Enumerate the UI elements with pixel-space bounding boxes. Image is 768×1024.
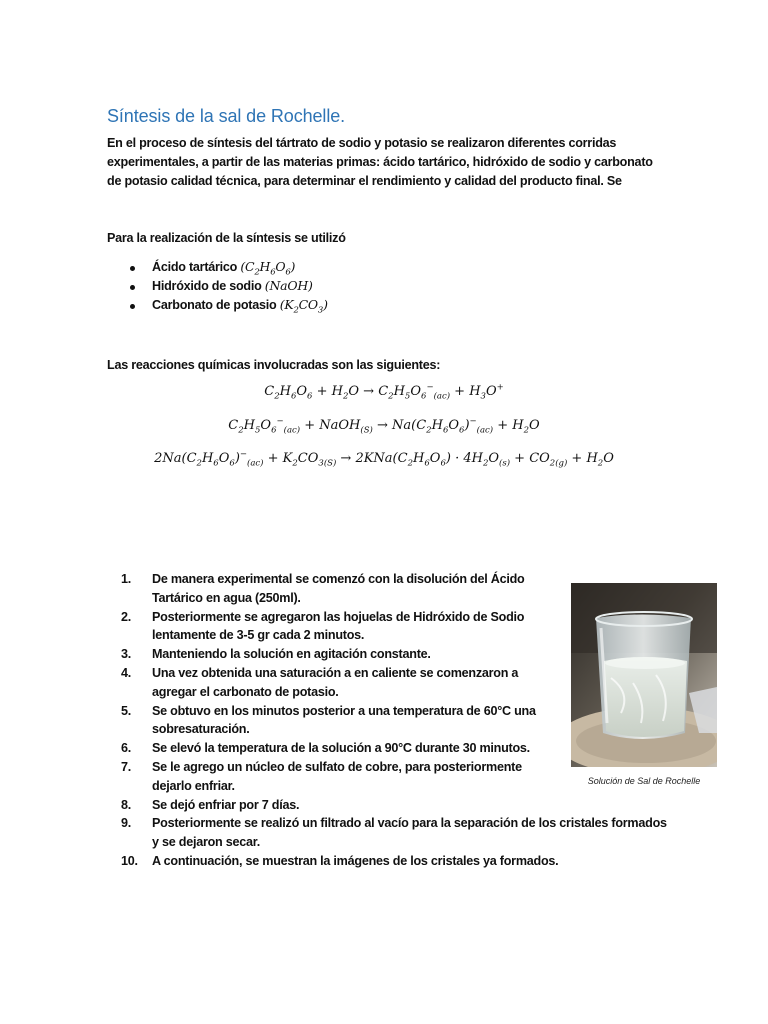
beaker-photo-image	[571, 583, 717, 767]
step-number: 1.	[121, 572, 132, 586]
materials-lead: Para la realización de la síntesis se utilizó	[107, 231, 346, 245]
step-text: Se elevó la temperatura de la solución a 90°C durante 30 minutos.	[152, 741, 530, 756]
bullet-icon	[130, 304, 135, 309]
materials-list	[107, 259, 328, 316]
step-number: 2.	[121, 609, 132, 624]
equation-3: $2Na(C_2H_6O_6)^-_{(ac)} + K_2CO_{3(S)} \to 2KNa(C_2H_6O_6) \cdot 4H_2O_{(s)} + CO_{2(g)} + H_2O$	[154, 449, 614, 469]
material-formula: $(K_2CO_3)$	[279, 297, 328, 316]
material-item	[107, 278, 328, 297]
step-item	[107, 814, 667, 852]
equation-2: $C_2H_5O_6^-_{(ac)}$ + NaOH$_{(S)}$ → $Na(C_2H_6O_6)^-_{(ac)} + H_2O$	[228, 416, 540, 436]
material-item	[107, 297, 328, 316]
step-text: Se dejó enfriar por 7 días.	[152, 797, 300, 812]
intro-paragraph: En el proceso de síntesis del tártrato de sodio y potasio se realizaron diferentes corridas experimentales, a partir de las materias primas: ácido tartárico, hidróxido de sodio y carbonato de potasio calidad técnica, para determinar el rendimiento y calidad del producto final. Se	[107, 136, 653, 188]
figure-caption: Solución de Sal de Rochelle	[587, 776, 701, 786]
step-number: 5.	[121, 703, 132, 718]
material-name: Hidróxido de sodio	[152, 279, 262, 293]
material-formula: (NaOH)	[264, 278, 313, 293]
solution-photo	[571, 583, 717, 767]
step-number: 8.	[121, 797, 132, 812]
step-number: 6.	[121, 741, 132, 756]
step-item	[107, 852, 667, 871]
bullet-icon	[130, 266, 135, 271]
document-title: Síntesis de la sal de Rochelle.	[107, 106, 346, 126]
step-text: De manera experimental se comenzó con la disolución del Ácido Tartárico en agua (250ml).	[152, 572, 525, 605]
step-number: 7.	[121, 759, 132, 774]
step-text: Manteniendo la solución en agitación constante.	[152, 647, 431, 662]
material-name: Ácido tartárico	[152, 260, 238, 274]
step-text: Se obtuvo en los minutos posterior a una temperatura de 60°C una sobresaturación.	[152, 703, 536, 737]
material-name: Carbonato de potasio	[152, 298, 277, 312]
reactions-lead: Las reacciones químicas involucradas son las siguientes:	[107, 358, 441, 372]
step-number: 4.	[121, 665, 132, 680]
step-number: 10.	[121, 853, 138, 868]
step-text: Una vez obtenida una saturación a en caliente se comenzaron a agregar el carbonato de potasio.	[152, 665, 519, 699]
material-item	[107, 259, 328, 278]
step-number: 3.	[121, 647, 132, 662]
step-text: A continuación, se muestran la imágenes de los cristales ya formados.	[152, 853, 559, 868]
equation-1: $C_2H_6O_6 + H_2O \to C_2H_5O_6^-_{(ac)} + H_3O^+$	[264, 382, 504, 402]
material-formula: $(C_2H_6O_6)$	[240, 259, 296, 278]
step-item	[107, 796, 667, 815]
step-text: Se le agrego un núcleo de sulfato de cobre, para posteriormente dejarlo enfriar.	[152, 759, 522, 793]
bullet-icon	[130, 285, 135, 290]
step-text: Posteriormente se realizó un filtrado al vacío para la separación de los cristales formados y se dejaron secar.	[152, 816, 667, 850]
step-text: Posteriormente se agregaron las hojuelas de Hidróxido de Sodio lentamente de 3-5 gr cada 2 minutos.	[152, 609, 525, 643]
step-number: 9.	[121, 816, 132, 831]
